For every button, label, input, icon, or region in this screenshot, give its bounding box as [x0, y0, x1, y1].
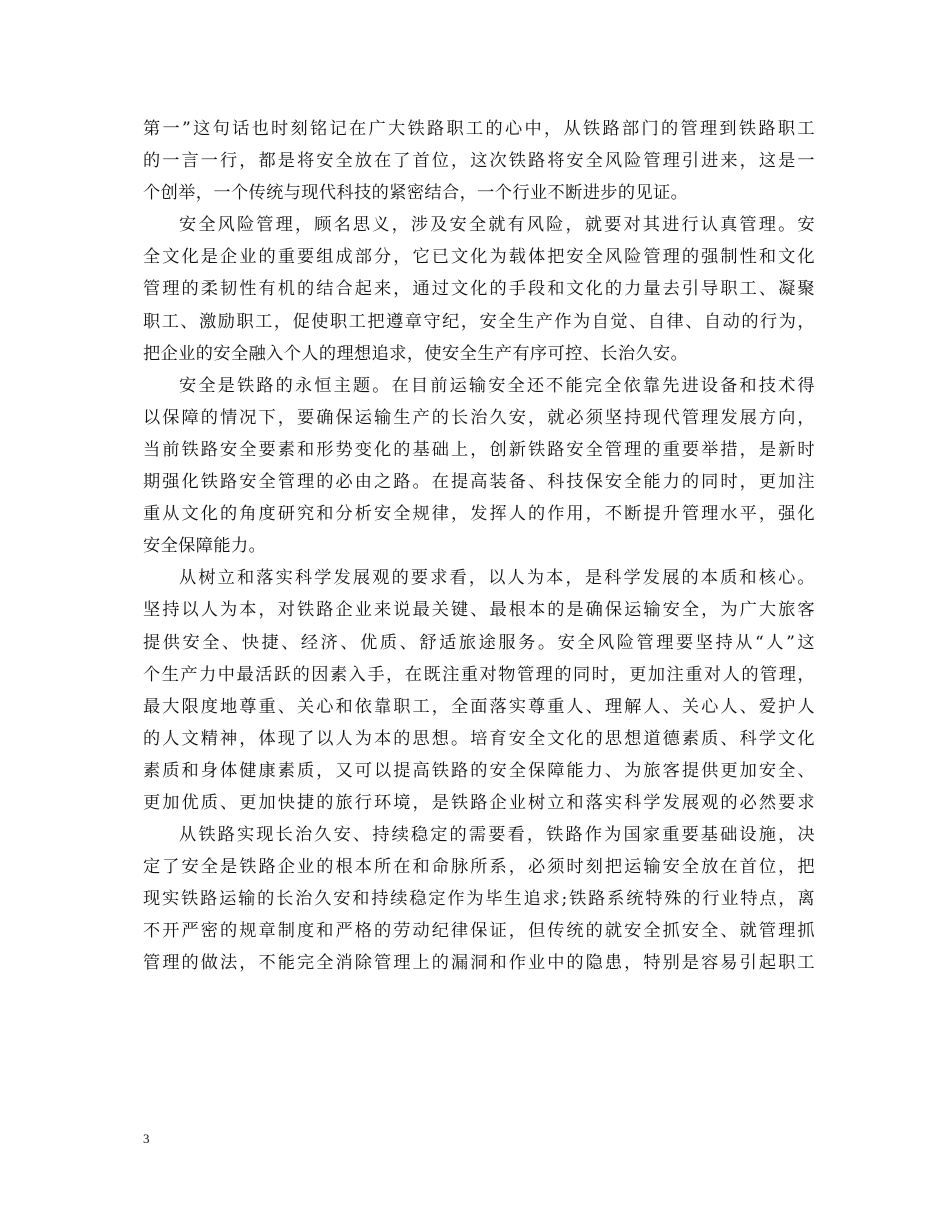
text-line: 更加优质、更加快捷的旅行环境，是铁路企业树立和落实科学发展观的必然要求	[143, 792, 815, 813]
text-line: 第一”这句话也时刻铭记在广大铁路职工的心中，从铁路部门的管理到铁路职工	[143, 119, 815, 139]
text-line: 全文化是企业的重要组成部分，它已文化为载体把安全风险管理的强制性和文化	[143, 247, 815, 268]
text-line: 把企业的安全融入个人的理想追求，使安全生产有序可控、长治久安。	[143, 343, 689, 364]
text-line: 最大限度地尊重、关心和依靠职工，全面落实尊重人、理解人、关心人、爱护人	[143, 696, 815, 717]
text-line: 素质和身体健康素质，又可以提高铁路的安全保障能力、为旅客提供更加安全、	[143, 760, 815, 781]
text-line: 期强化铁路安全管理的必由之路。在提高装备、科技保安全能力的同时，更加注	[143, 472, 815, 493]
text-line: 现实铁路运输的长治久安和持续稳定作为毕生追求;铁路系统特殊的行业特点，离	[143, 889, 815, 910]
text-line: 从树立和落实科学发展观的要求看，以人为本，是科学发展的本质和核心。	[179, 568, 815, 589]
text-line: 从铁路实现长治久安、持续稳定的需要看，铁路作为国家重要基础设施，决	[179, 825, 815, 846]
text-line: 的一言一行，都是将安全放在了首位，这次铁路将安全风险管理引进来，这是一	[143, 151, 815, 172]
text-line: 重从文化的角度研究和分析安全规律，发挥人的作用，不断提升管理水平，强化	[143, 504, 815, 525]
text-line: 个创举，一个传统与现代科技的紧密结合，一个行业不断进步的见证。	[143, 183, 689, 204]
text-line: 的人文精神，体现了以人为本的思想。培育安全文化的思想道德素质、科学文化	[143, 728, 815, 749]
text-line: 坚持以人为本，对铁路企业来说最关键、最根本的是确保运输安全，为广大旅客	[143, 600, 815, 621]
text-line: 提供安全、快捷、经济、优质、舒适旅途服务。安全风险管理要坚持从“人”这	[143, 632, 815, 653]
text-line: 安全保障能力。	[143, 536, 267, 557]
page-number: 3	[143, 1131, 150, 1146]
text-line: 不开严密的规章制度和严格的劳动纪律保证，但传统的就安全抓安全、就管理抓	[143, 921, 815, 942]
text-line: 管理的柔韧性有机的结合起来，通过文化的手段和文化的力量去引导职工、凝聚	[143, 279, 815, 300]
text-line: 安全是铁路的永恒主题。在目前运输安全还不能完全依靠先进设备和技术得	[179, 375, 815, 396]
text-line: 个生产力中最活跃的因素入手，在既注重对物管理的同时，更加注重对人的管理，	[143, 664, 815, 685]
text-line: 安全风险管理，顾名思义，涉及安全就有风险，就要对其进行认真管理。安	[179, 215, 815, 236]
text-line: 管理的做法，不能完全消除管理上的漏洞和作业中的隐患，特别是容易引起职工	[143, 953, 815, 974]
text-line: 当前铁路安全要素和形势变化的基础上，创新铁路安全管理的重要举措，是新时	[143, 439, 815, 460]
text-line: 职工、激励职工，促使职工把遵章守纪，安全生产作为自觉、自律、自动的行为，	[143, 311, 815, 332]
text-line: 以保障的情况下，要确保运输生产的长治久安，就必须坚持现代管理发展方向，	[143, 407, 815, 428]
document-body	[143, 113, 815, 980]
text-line: 定了安全是铁路企业的根本所在和命脉所系，必须时刻把运输安全放在首位，把	[143, 857, 815, 878]
